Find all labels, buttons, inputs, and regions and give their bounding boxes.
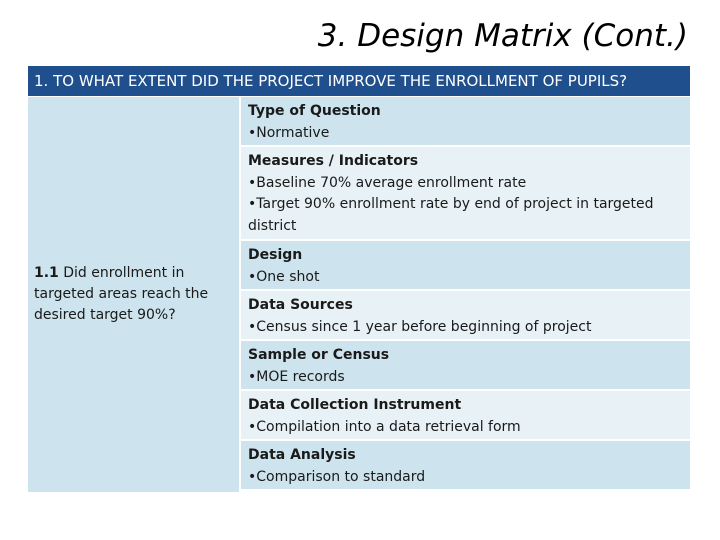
design-matrix-table	[28, 97, 690, 492]
evaluation-question	[34, 263, 233, 326]
row-type-of-question	[241, 97, 690, 145]
row-bullet: • Compilation into a data retrieval form	[248, 417, 684, 439]
row-design	[241, 241, 690, 289]
row-bullet: • One shot	[248, 267, 684, 289]
row-heading: Data Sources	[248, 297, 353, 313]
row-bullet: • Normative	[248, 123, 684, 145]
matrix-rows	[241, 97, 690, 492]
row-bullet: • Target 90% enrollment rate by end of project in targeted district	[248, 194, 684, 237]
row-sample-or-census	[241, 341, 690, 389]
row-heading: Sample or Census	[248, 347, 390, 363]
row-heading: Data Analysis	[248, 447, 356, 463]
row-heading: Type of Question	[248, 103, 381, 119]
row-bullet: • MOE records	[248, 367, 684, 389]
question-text: Did enrollment in targeted areas reach the desired target 90%?	[34, 265, 209, 323]
row-bullet: • Comparison to standard	[248, 467, 684, 489]
row-bullet: • Census since 1 year before beginning of project	[248, 317, 684, 339]
row-data-sources	[241, 291, 690, 339]
row-data-collection-instrument	[241, 391, 690, 439]
row-heading: Data Collection Instrument	[248, 397, 462, 413]
row-measures-indicators	[241, 147, 690, 239]
evaluation-question-cell	[28, 97, 239, 492]
question-header: 1. TO WHAT EXTENT DID THE PROJECT IMPROVE THE ENROLLMENT OF PUPILS?	[28, 66, 690, 96]
row-data-analysis	[241, 441, 690, 489]
row-heading: Design	[248, 247, 303, 263]
question-number: 1.1	[34, 265, 59, 281]
slide-title: 3. Design Matrix (Cont.)	[317, 18, 688, 54]
row-heading: Measures / Indicators	[248, 153, 419, 169]
row-bullet: • Baseline 70% average enrollment rate	[248, 173, 684, 195]
